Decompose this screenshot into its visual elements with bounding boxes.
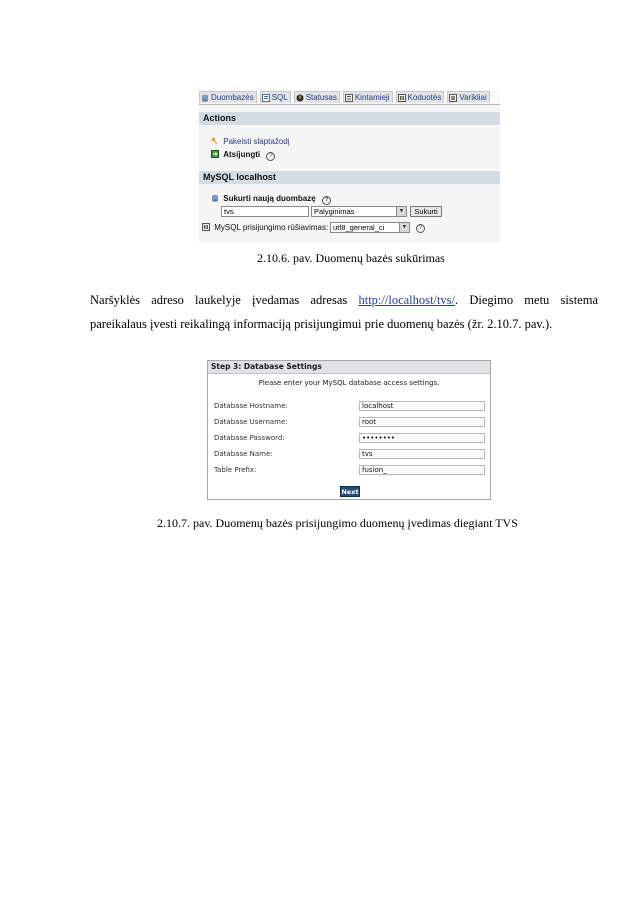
hostname-input[interactable]: localhost [359,401,485,411]
figure-caption-1: 2.10.6. pav. Duomenų bazės sukūrimas [257,251,445,265]
connection-collation-row [202,223,328,232]
help-icon[interactable]: ? [416,224,425,233]
tab-status[interactable] [294,91,340,103]
tab-variables-label: Kintamieji [354,93,390,102]
chevron-down-icon: ▼ [399,223,409,232]
installer-screenshot [207,360,491,500]
username-label: Database Username: [214,418,288,426]
create-database-text: Sukurti naują duombazę [223,194,316,203]
database-name-input[interactable]: tvs [359,449,485,459]
logout-icon [211,150,219,158]
change-password-link[interactable] [211,137,290,146]
collation-icon [202,223,210,231]
table-prefix-input[interactable]: fusion_ [359,465,485,475]
new-database-icon [211,194,219,202]
figure-caption-2: 2.10.7. pav. Duomenų bazės prisijungimo duomenų įvedimas diegiant TVS [157,516,518,530]
connection-collation-label: MySQL prisijungimo rūšiavimas: [214,223,329,232]
collation-select-value: Palyginimas [314,207,355,216]
change-password-label: Pakeisti slaptažodį [223,137,290,146]
body-paragraph [90,288,598,336]
tab-charsets[interactable] [396,91,445,103]
connection-collation-value: utf8_general_ci [333,223,385,232]
key-icon [211,137,219,145]
create-button[interactable]: Sukurti [410,206,442,217]
engines-icon [449,94,457,102]
settings-intro-text: Please enter your MySQL database access settings. [258,379,440,387]
paragraph-line-2: pareikalaus įvesti reikalingą informaciją prisijungimui prie duomenų bazės (žr. 2.10.7. pav.). [90,317,553,331]
logout-link[interactable] [211,150,275,161]
variables-icon [345,94,353,102]
tab-variables[interactable] [343,91,393,103]
username-input[interactable]: root [359,417,485,427]
status-icon [296,94,304,102]
password-label: Database Password: [214,434,285,442]
actions-header: Actions [199,112,500,125]
tab-engines[interactable] [447,91,489,103]
tab-sql[interactable] [260,91,291,103]
database-icon [201,94,209,102]
new-database-name-input[interactable]: tvs [221,206,309,217]
tab-databases[interactable] [199,91,257,103]
tab-sql-label: SQL [271,93,288,102]
paragraph-text: . Diegimo metu sistema [455,293,599,307]
tab-charsets-label: Koduotės [407,93,442,102]
create-database-label [211,194,331,205]
mysql-localhost-header: MySQL localhost [199,171,500,184]
phpmyadmin-tab-bar [199,90,500,105]
localhost-link[interactable]: http://localhost/tvs/ [358,293,456,307]
tab-status-label: Statusas [305,93,337,102]
tab-engines-label: Varikliai [459,93,487,102]
paragraph-text: Naršyklės adreso laukelyje įvedamas adresas [90,293,348,307]
password-input[interactable]: •••••••• [359,433,485,443]
table-prefix-label: Table Prefix: [214,466,257,474]
tab-databases-label: Duombazės [211,93,254,102]
paragraph-line-1 [90,288,598,312]
phpmyadmin-screenshot [199,90,500,242]
step-header: Step 3: Database Settings [208,361,490,374]
next-button[interactable]: Next [341,488,359,496]
connection-collation-select[interactable] [330,222,410,233]
collation-select[interactable] [311,206,407,217]
sql-icon [262,94,270,102]
chevron-down-icon: ▼ [396,207,406,216]
charsets-icon [398,94,406,102]
hostname-label: Database Hostname: [214,402,288,410]
help-icon[interactable]: ? [266,152,275,161]
logout-label: Atsijungti [223,150,261,159]
help-icon[interactable]: ? [322,196,331,205]
database-name-label: Database Name: [214,450,273,458]
